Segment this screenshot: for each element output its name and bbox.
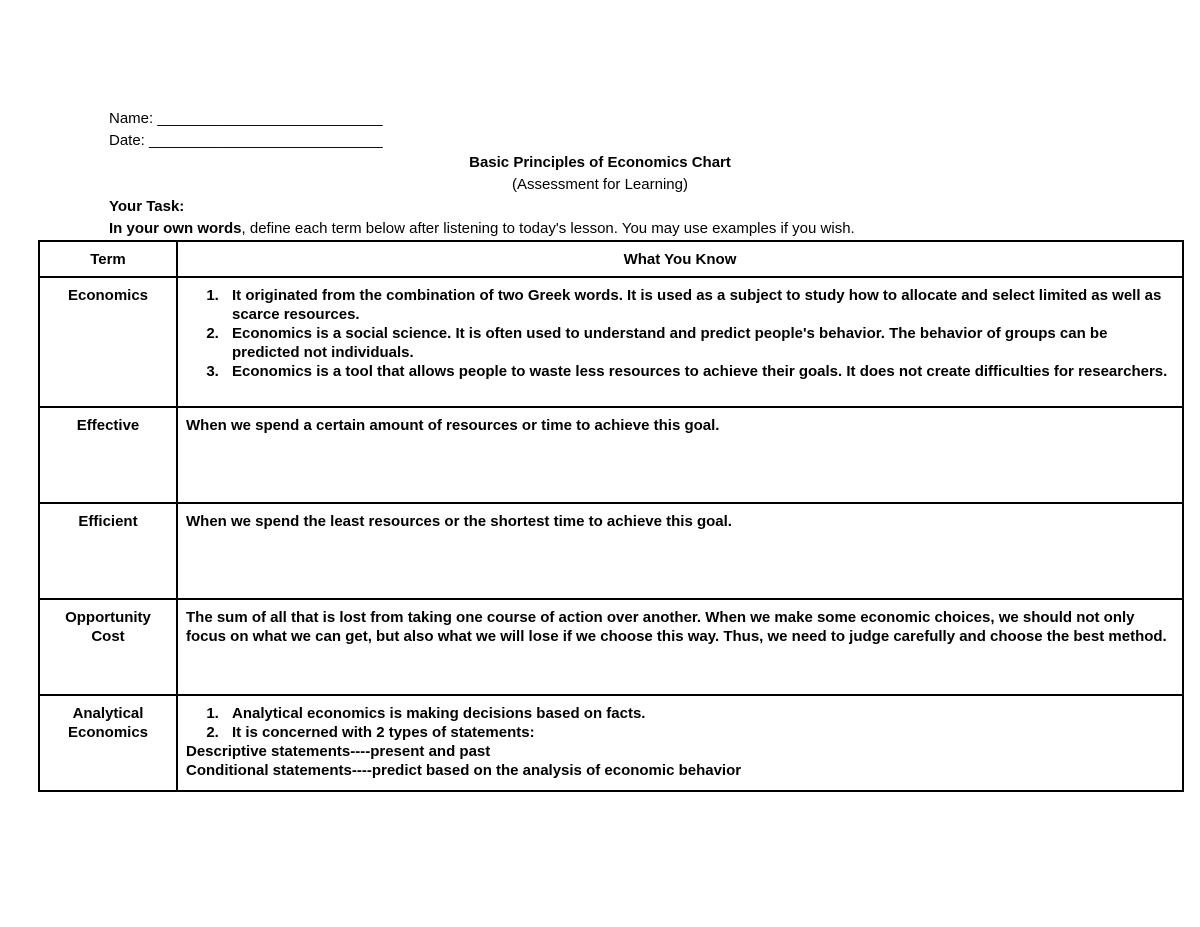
task-instruction-emphasis: In your own words xyxy=(109,220,242,237)
table-row xyxy=(39,503,1183,599)
table-row xyxy=(39,407,1183,503)
list-item: 2. It is concerned with 2 types of statements: xyxy=(223,723,1174,742)
answer-cell xyxy=(177,277,1183,407)
table-header-row xyxy=(39,241,1183,277)
term-opportunity-cost xyxy=(40,600,176,646)
term-line: Economics xyxy=(67,724,149,741)
term-line: Analytical xyxy=(72,705,144,722)
table-row xyxy=(39,277,1183,407)
term-efficient: Efficient xyxy=(78,513,138,530)
answer-cell xyxy=(177,407,1183,503)
statement-line: Descriptive statements----present and past xyxy=(186,743,491,760)
economics-chart-table xyxy=(38,240,1184,792)
term-economics: Economics xyxy=(67,287,149,304)
answer-cell xyxy=(177,503,1183,599)
list-item: 3. Economics is a tool that allows people to waste less resources to achieve their goals. It does not create difficulties for researchers. xyxy=(223,362,1174,381)
economics-answer-list xyxy=(178,286,1174,381)
list-item: 1. Analytical economics is making decisions based on facts. xyxy=(223,704,1174,723)
opportunity-cost-answer: The sum of all that is lost from taking one course of action over another. When we make some economic choices, we should not only focus on what we can get, but also what we will lose if we choose this way. Thus, we need to judge carefully and choose the best method. xyxy=(186,609,1167,645)
efficient-answer: When we spend the least resources or the shortest time to achieve this goal. xyxy=(186,513,732,530)
task-instruction xyxy=(109,220,855,238)
statement-line: Conditional statements----predict based on the analysis of economic behavior xyxy=(186,762,742,779)
term-cell xyxy=(39,277,177,407)
term-cell xyxy=(39,695,177,791)
document-title: Basic Principles of Economics Chart xyxy=(469,154,731,171)
document-subtitle: (Assessment for Learning) xyxy=(512,176,688,193)
term-line: Cost xyxy=(91,628,125,645)
task-heading: Your Task: xyxy=(109,198,185,215)
term-line: Opportunity xyxy=(65,609,151,626)
effective-answer: When we spend a certain amount of resources or time to achieve this goal. xyxy=(186,417,720,434)
answer-cell xyxy=(177,599,1183,695)
column-header-what-you-know: What You Know xyxy=(177,241,1183,277)
list-item: 2. Economics is a social science. It is often used to understand and predict people's behavior. The behavior of groups can be predicted not individuals. xyxy=(223,324,1174,362)
column-header-term: Term xyxy=(39,241,177,277)
table-row xyxy=(39,599,1183,695)
term-cell xyxy=(39,407,177,503)
table-row xyxy=(39,695,1183,791)
list-item: 1. It originated from the combination of two Greek words. It is used as a subject to study how to allocate and select limited as well as scarce resources. xyxy=(223,286,1174,324)
name-field-line: Name: ___________________________ xyxy=(109,110,383,127)
date-field-line: Date: ____________________________ xyxy=(109,132,383,149)
term-cell xyxy=(39,503,177,599)
analytical-answer-list xyxy=(178,704,1174,742)
term-analytical-economics xyxy=(40,696,176,742)
task-instruction-rest: , define each term below after listening to today's lesson. You may use examples if you wish. xyxy=(241,220,855,237)
answer-cell xyxy=(177,695,1183,791)
term-cell xyxy=(39,599,177,695)
term-effective: Effective xyxy=(76,417,140,434)
